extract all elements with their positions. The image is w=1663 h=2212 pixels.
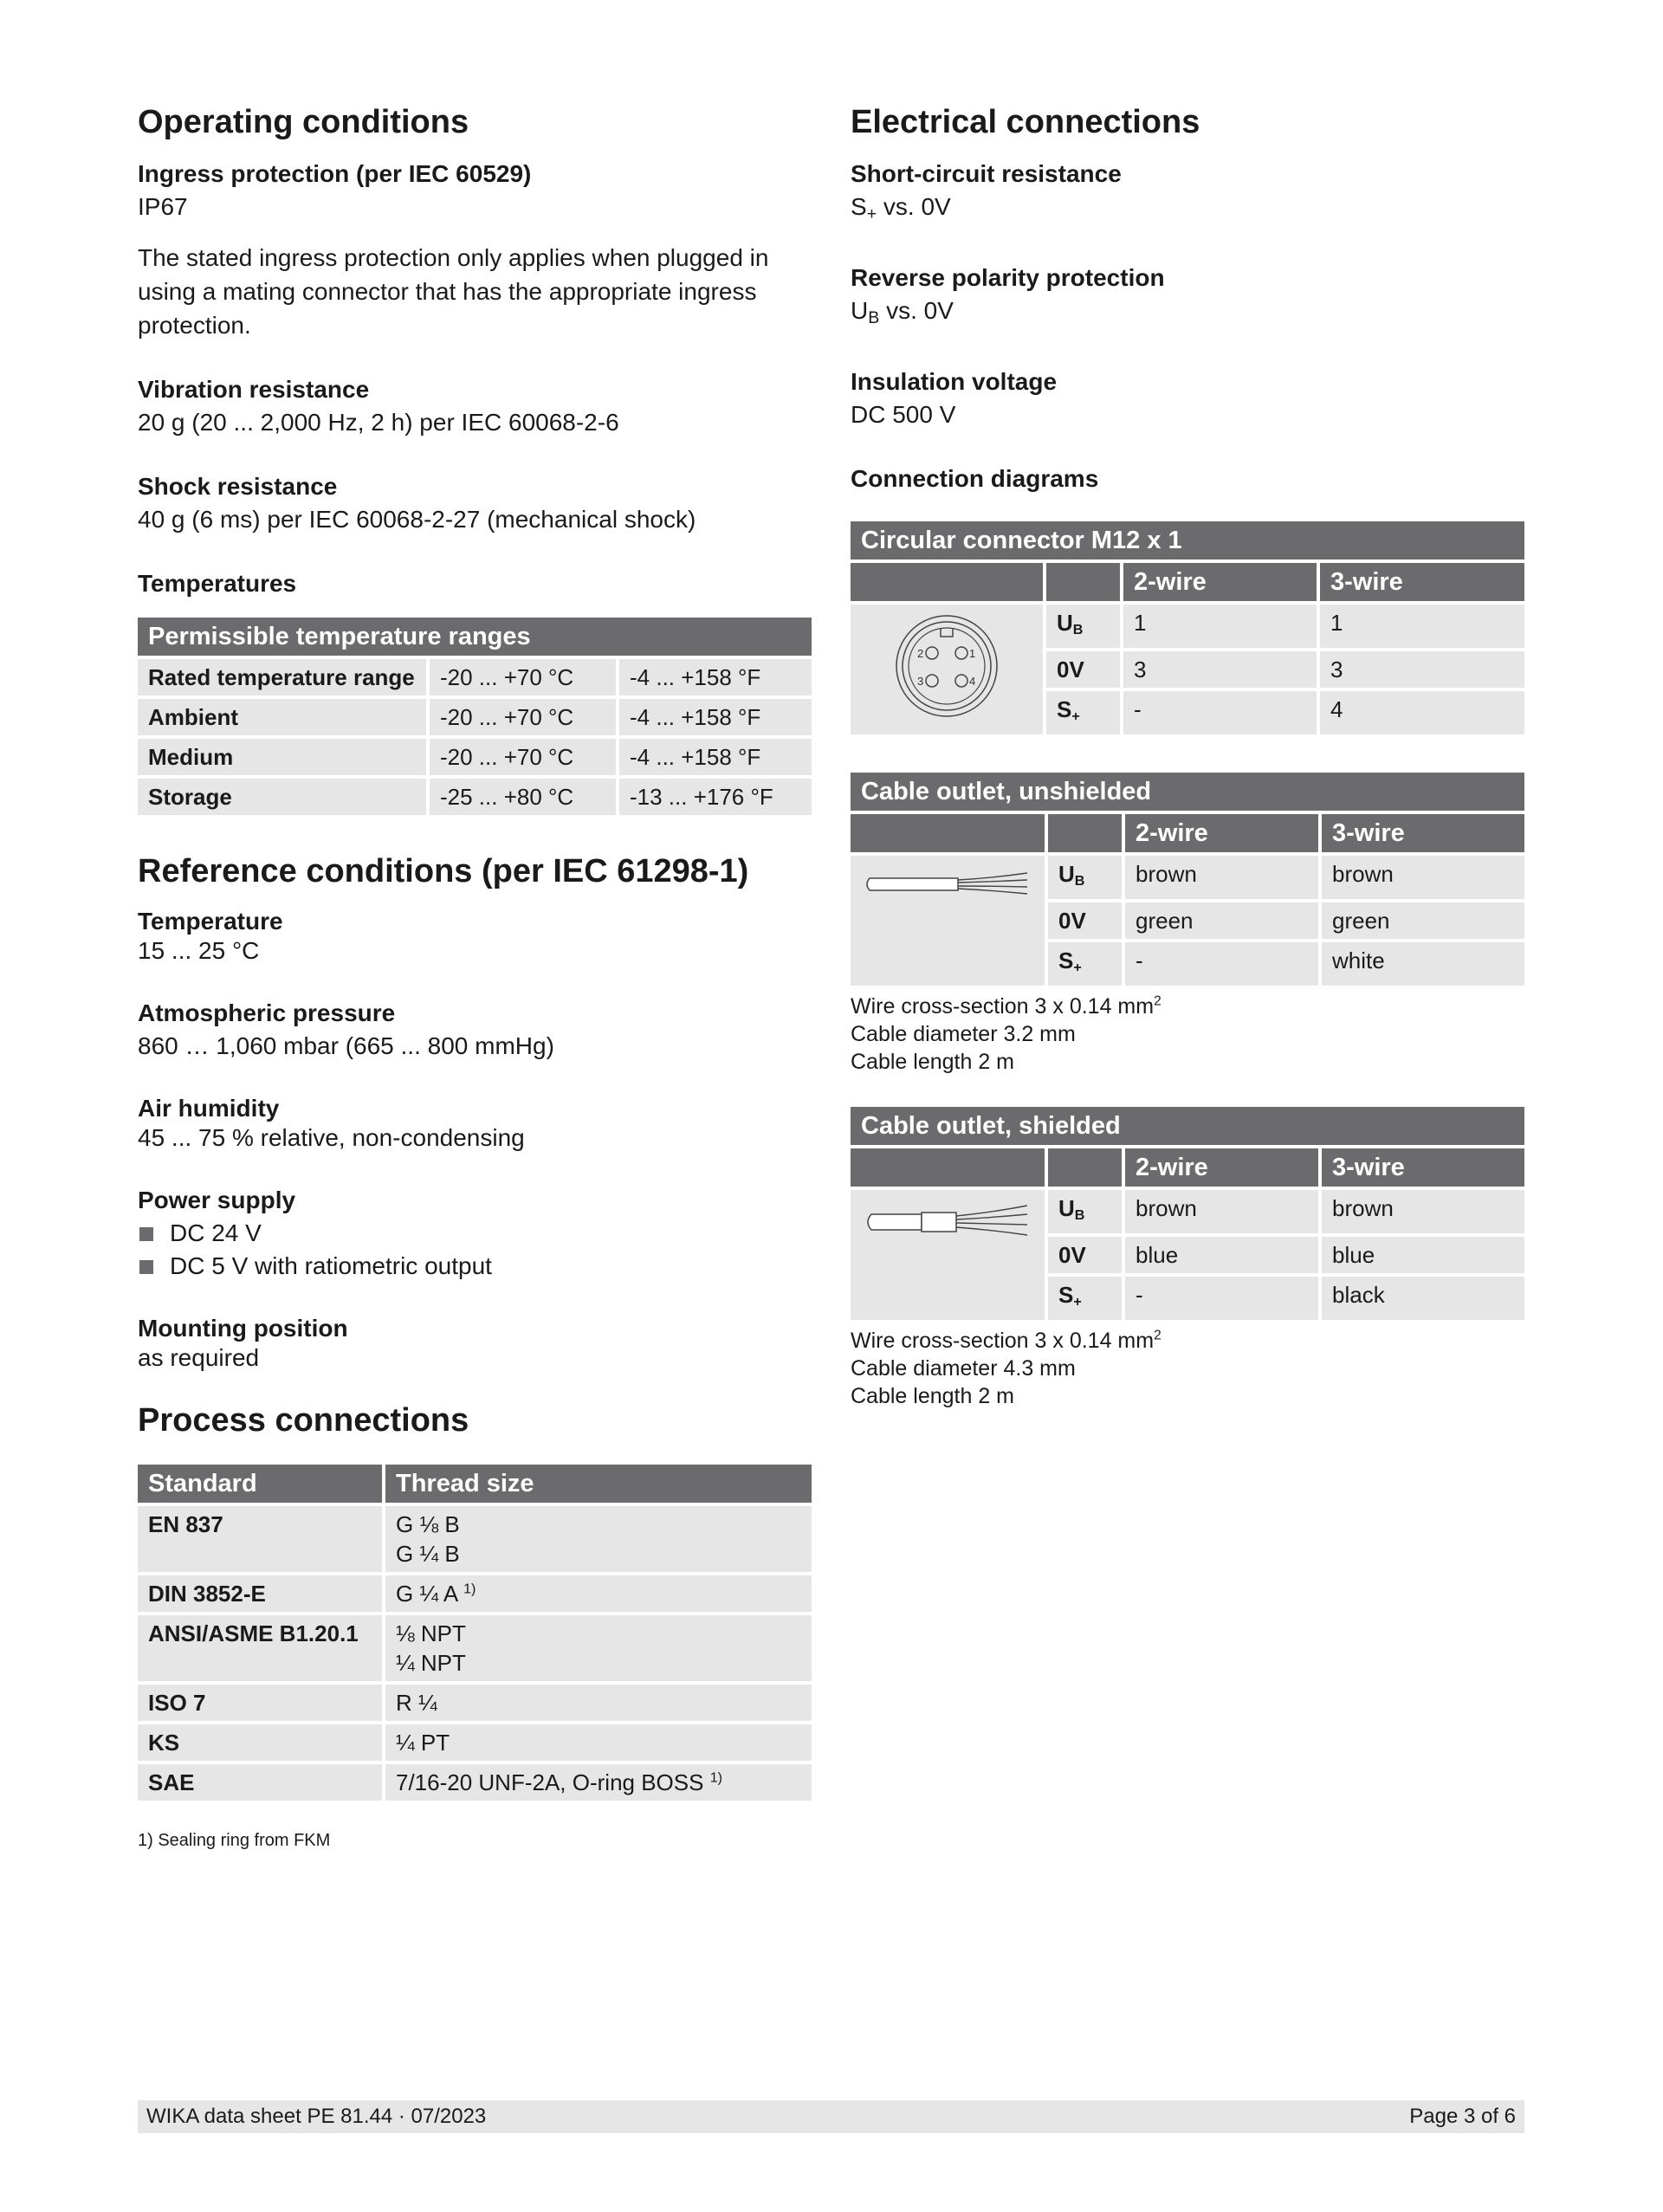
process-connections-heading: Process connections bbox=[138, 1402, 469, 1439]
shielded-0v-3wire: blue bbox=[1322, 1237, 1524, 1273]
table-row bbox=[138, 739, 812, 775]
mounting-block bbox=[138, 1314, 812, 1373]
ref-pressure-value: 860 … 1,060 mbar (665 ... 800 mmHg) bbox=[138, 1032, 554, 1059]
process-standard: EN 837 bbox=[138, 1506, 382, 1572]
pin-ub-label: $U_B$ bbox=[1046, 605, 1120, 648]
unshielded-ub-3wire: brown bbox=[1322, 856, 1524, 899]
temp-row-celsius: -20 ... +70 °C bbox=[430, 739, 616, 775]
bullet-square-icon bbox=[139, 1227, 153, 1241]
unshielded-splus-2wire: - bbox=[1125, 942, 1318, 986]
temp-row-name: Rated temperature range bbox=[138, 659, 426, 695]
pin-0v-label: 0V bbox=[1046, 651, 1120, 688]
short-circuit-label: Short-circuit resistance bbox=[851, 160, 1122, 187]
table-row bbox=[138, 1506, 812, 1572]
datasheet-reference: WIKA data sheet PE 81.44 · 07/2023 bbox=[146, 2105, 487, 2128]
shielded-cable-table bbox=[847, 1103, 1528, 1323]
process-footnote: 1) Sealing ring from FKM bbox=[138, 1831, 331, 1850]
col-3wire-header: 3-wire bbox=[1320, 563, 1524, 601]
reference-conditions-heading: Reference conditions (per IEC 61298-1) bbox=[138, 853, 749, 889]
reverse-polarity-label: Reverse polarity protection bbox=[851, 263, 1165, 291]
process-thread: ¼ PT bbox=[385, 1724, 812, 1761]
shielded-splus-2wire: - bbox=[1125, 1277, 1318, 1320]
col-thread-header: Thread size bbox=[385, 1465, 812, 1503]
m12-0v-2wire: 3 bbox=[1123, 651, 1317, 688]
vibration-block bbox=[138, 373, 812, 439]
shock-value: 40 g (6 ms) per IEC 60068-2-27 (mechanical shock) bbox=[138, 506, 696, 533]
pin-splus-label: $S_+$ bbox=[1048, 942, 1122, 986]
process-thread: G ⅛ B G ¼ B bbox=[385, 1506, 812, 1572]
ref-temperature-block bbox=[138, 907, 812, 966]
shielded-ub-3wire: brown bbox=[1322, 1190, 1524, 1233]
insulation-value: DC 500 V bbox=[851, 400, 956, 428]
table-row bbox=[138, 1764, 812, 1801]
table-row bbox=[138, 1575, 812, 1612]
m12-title: Circular connector M12 x 1 bbox=[851, 521, 1524, 559]
mounting-value: as required bbox=[138, 1344, 260, 1371]
table-row bbox=[851, 605, 1524, 648]
pin-label: 2 bbox=[917, 646, 924, 660]
shielded-cable-drawing bbox=[851, 1190, 1045, 1320]
footnote-ref: 1) bbox=[463, 1581, 476, 1597]
m12-connector-icon bbox=[890, 610, 1003, 722]
m12-0v-3wire: 3 bbox=[1320, 651, 1524, 688]
left-column bbox=[138, 102, 812, 1853]
process-connections-table bbox=[134, 1461, 815, 1804]
ingress-label: Ingress protection (per IEC 60529) bbox=[138, 160, 532, 187]
bullet-square-icon bbox=[139, 1260, 153, 1274]
ref-humidity-block bbox=[138, 1094, 812, 1153]
unshielded-cable-drawing bbox=[851, 856, 1045, 986]
ref-temperature-value: 15 ... 25 °C bbox=[138, 937, 260, 964]
process-thread: G ¼ A $^{1)}$ bbox=[385, 1575, 812, 1612]
list-item: DC 5 V with ratiometric output bbox=[138, 1250, 812, 1283]
reverse-polarity-value: UB vs. 0V bbox=[851, 296, 954, 327]
table-row bbox=[138, 1685, 812, 1721]
temp-row-fahrenheit: -4 ... +158 °F bbox=[619, 739, 812, 775]
m12-connector-table bbox=[847, 518, 1528, 738]
m12-pin-diagram bbox=[851, 605, 1043, 734]
table-row bbox=[138, 779, 812, 815]
process-standard: SAE bbox=[138, 1764, 382, 1801]
table-row bbox=[851, 856, 1524, 899]
table-row bbox=[138, 1615, 812, 1681]
shielded-title: Cable outlet, shielded bbox=[851, 1107, 1524, 1145]
mounting-label: Mounting position bbox=[138, 1315, 348, 1342]
power-supply-list bbox=[138, 1217, 812, 1283]
temp-row-name: Ambient bbox=[138, 699, 426, 735]
shock-block bbox=[138, 470, 812, 536]
page-number: Page 3 of 6 bbox=[1409, 2105, 1516, 2128]
pin-splus-label: $S_+$ bbox=[1046, 691, 1120, 734]
unshielded-0v-3wire: green bbox=[1322, 902, 1524, 939]
power-supply-label: Power supply bbox=[138, 1187, 296, 1213]
process-standard: DIN 3852-E bbox=[138, 1575, 382, 1612]
col-standard-header: Standard bbox=[138, 1465, 382, 1503]
unshielded-cable-specs bbox=[851, 993, 1524, 1076]
m12-splus-3wire: 4 bbox=[1320, 691, 1524, 734]
unshielded-title: Cable outlet, unshielded bbox=[851, 773, 1524, 811]
page-footer bbox=[138, 2100, 1524, 2133]
ref-pressure-label: Atmospheric pressure bbox=[138, 999, 396, 1026]
pin-label: 1 bbox=[969, 646, 976, 660]
reverse-polarity-block bbox=[851, 262, 1524, 334]
operating-conditions-heading: Operating conditions bbox=[138, 104, 469, 140]
ref-temperature-label: Temperature bbox=[138, 908, 283, 935]
process-standard: KS bbox=[138, 1724, 382, 1761]
pin-label: 3 bbox=[917, 674, 924, 688]
short-circuit-block bbox=[851, 158, 1524, 230]
unshielded-0v-2wire: green bbox=[1125, 902, 1318, 939]
process-standard: ANSI/ASME B1.20.1 bbox=[138, 1615, 382, 1681]
temperatures-label: Temperatures bbox=[138, 570, 297, 597]
col-3wire-header: 3-wire bbox=[1322, 814, 1524, 852]
cable-diameter: Cable diameter 4.3 mm bbox=[851, 1355, 1076, 1381]
col-2wire-header: 2-wire bbox=[1123, 563, 1317, 601]
m12-ub-3wire: 1 bbox=[1320, 605, 1524, 648]
list-item: DC 24 V bbox=[138, 1217, 812, 1250]
wire-cross-section: Wire cross-section 3 x 0.14 $mm^2$ bbox=[851, 993, 1162, 1019]
process-standard: ISO 7 bbox=[138, 1685, 382, 1721]
table-row bbox=[851, 1190, 1524, 1233]
temp-row-fahrenheit: -4 ... +158 °F bbox=[619, 659, 812, 695]
shielded-ub-2wire: brown bbox=[1125, 1190, 1318, 1233]
right-column bbox=[851, 102, 1524, 1410]
cable-length: Cable length 2 m bbox=[851, 1383, 1015, 1408]
vibration-label: Vibration resistance bbox=[138, 376, 370, 403]
ref-humidity-label: Air humidity bbox=[138, 1095, 280, 1122]
ingress-note: The stated ingress protection only applies when plugged in using a mating connector that has the appropriate ingress protection. bbox=[138, 244, 769, 339]
ref-pressure-block bbox=[138, 997, 812, 1063]
unshielded-cable-table bbox=[847, 769, 1528, 989]
process-thread: 7/16-20 UNF-2A, O-ring BOSS $^{1)}$ bbox=[385, 1764, 812, 1801]
pin-splus-label: $S_+$ bbox=[1048, 1277, 1122, 1320]
shielded-0v-2wire: blue bbox=[1125, 1237, 1318, 1273]
shielded-splus-3wire: black bbox=[1322, 1277, 1524, 1320]
shielded-cable-specs bbox=[851, 1327, 1524, 1410]
m12-splus-2wire: - bbox=[1123, 691, 1317, 734]
col-2wire-header: 2-wire bbox=[1125, 814, 1318, 852]
pin-0v-label: 0V bbox=[1048, 1237, 1122, 1273]
power-supply-block bbox=[138, 1184, 812, 1283]
ingress-value: IP67 bbox=[138, 193, 188, 220]
temp-row-name: Storage bbox=[138, 779, 426, 815]
vibration-value: 20 g (20 ... 2,000 Hz, 2 h) per IEC 60068-2-6 bbox=[138, 409, 619, 436]
electrical-connections-heading: Electrical connections bbox=[851, 104, 1200, 140]
col-3wire-header: 3-wire bbox=[1322, 1148, 1524, 1187]
temp-row-fahrenheit: -13 ... +176 °F bbox=[619, 779, 812, 815]
temp-row-name: Medium bbox=[138, 739, 426, 775]
temperature-table-title: Permissible temperature ranges bbox=[138, 618, 812, 656]
ref-humidity-value: 45 ... 75 % relative, non-condensing bbox=[138, 1124, 525, 1151]
pin-label: 4 bbox=[969, 674, 976, 688]
process-thread: R ¼ bbox=[385, 1685, 812, 1721]
cable-length: Cable length 2 m bbox=[851, 1049, 1015, 1074]
temp-row-celsius: -20 ... +70 °C bbox=[430, 699, 616, 735]
footnote-ref: 1) bbox=[709, 1769, 723, 1786]
process-thread: ⅛ NPT ¼ NPT bbox=[385, 1615, 812, 1681]
insulation-label: Insulation voltage bbox=[851, 367, 1058, 395]
table-row bbox=[138, 659, 812, 695]
unshielded-cable-icon bbox=[861, 866, 1034, 901]
table-row bbox=[138, 699, 812, 735]
table-row bbox=[138, 1724, 812, 1761]
pin-ub-label: $U_B$ bbox=[1048, 856, 1122, 899]
unshielded-splus-3wire: white bbox=[1322, 942, 1524, 986]
temperature-table bbox=[134, 614, 815, 818]
short-circuit-value: S+ vs. 0V bbox=[851, 193, 951, 223]
insulation-block bbox=[851, 365, 1524, 431]
shielded-cable-icon bbox=[861, 1202, 1034, 1240]
connection-diagrams-label: Connection diagrams bbox=[851, 464, 1099, 492]
cable-diameter: Cable diameter 3.2 mm bbox=[851, 1021, 1076, 1046]
pin-ub-label: $U_B$ bbox=[1048, 1190, 1122, 1233]
temp-row-celsius: -20 ... +70 °C bbox=[430, 659, 616, 695]
wire-cross-section: Wire cross-section 3 x 0.14 $mm^2$ bbox=[851, 1328, 1162, 1353]
unshielded-ub-2wire: brown bbox=[1125, 856, 1318, 899]
col-2wire-header: 2-wire bbox=[1125, 1148, 1318, 1187]
pin-0v-label: 0V bbox=[1048, 902, 1122, 939]
shock-label: Shock resistance bbox=[138, 473, 338, 500]
temp-row-celsius: -25 ... +80 °C bbox=[430, 779, 616, 815]
temp-row-fahrenheit: -4 ... +158 °F bbox=[619, 699, 812, 735]
m12-ub-2wire: 1 bbox=[1123, 605, 1317, 648]
